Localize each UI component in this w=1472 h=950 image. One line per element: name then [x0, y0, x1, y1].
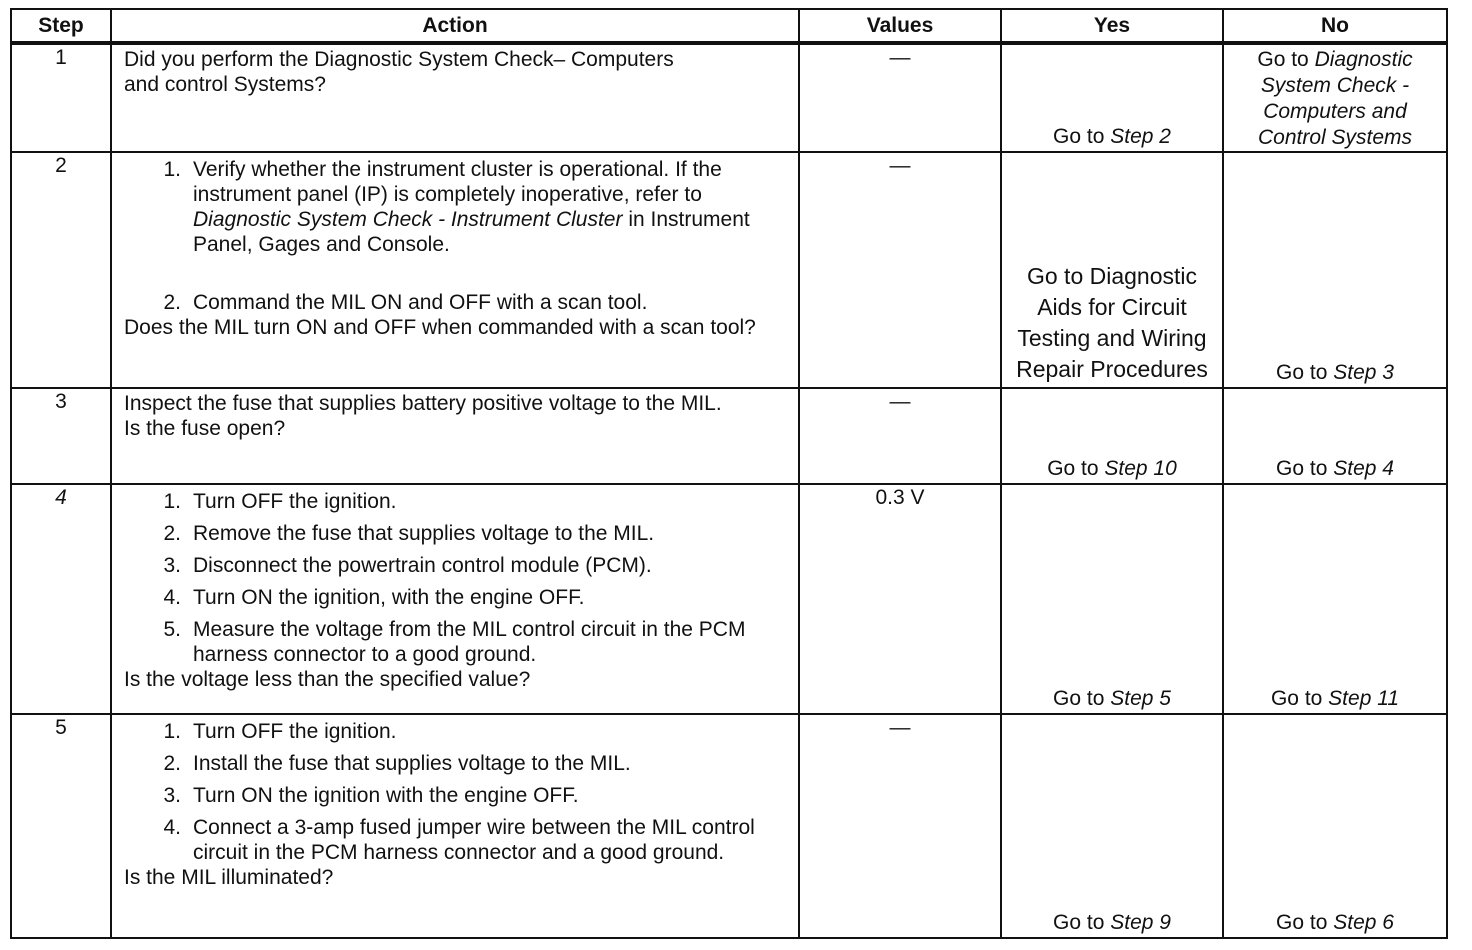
- value-text: —: [889, 154, 911, 177]
- no-cell: [1223, 388, 1447, 484]
- values-cell: [799, 388, 1001, 484]
- item-number: 1.: [163, 158, 181, 181]
- list-item: 3. Disconnect the powertrain control module (PCM).: [124, 553, 768, 578]
- yes-cell: [1001, 152, 1223, 388]
- action-text: Inspect the fuse that supplies battery positive voltage to the MIL.: [124, 392, 722, 415]
- yes-prefix: Go to: [1053, 125, 1111, 148]
- value-text: —: [889, 390, 911, 413]
- no-link[interactable]: Step 6: [1333, 911, 1394, 934]
- table-row-step-2: [11, 152, 1447, 388]
- yes-link[interactable]: Go to Diagnostic Aids for Circuit Testing and Wiring Repair Procedures: [1016, 263, 1208, 382]
- action-question: Is the voltage less than the specified value?: [124, 668, 531, 691]
- table-row-step-3: [11, 388, 1447, 484]
- no-cell: [1223, 484, 1447, 714]
- no-cell: [1223, 714, 1447, 938]
- table-row-step-4: [11, 484, 1447, 714]
- item-text: Verify whether the instrument cluster is operational. If the instrument panel (IP) is completely inoperative, refer to Diagnostic System Check - Instrument Cluster in Instrument Panel, Gages and Console.: [193, 158, 750, 256]
- action-cell: [111, 388, 799, 484]
- no-prefix: Go to: [1257, 48, 1315, 71]
- yes-link[interactable]: Step 2: [1110, 125, 1171, 148]
- header-no: No: [1223, 9, 1447, 43]
- no-prefix: Go to: [1276, 361, 1334, 384]
- table-row-step-5: [11, 714, 1447, 938]
- value-text: 0.3 V: [875, 486, 925, 509]
- list-item: 4. Turn ON the ignition, with the engine OFF.: [124, 585, 768, 610]
- no-prefix: Go to: [1270, 687, 1329, 710]
- no-link[interactable]: Step 11: [1328, 687, 1400, 710]
- item-text: Remove the fuse that supplies voltage to the MIL.: [193, 522, 655, 545]
- no-prefix: Go to: [1276, 911, 1334, 934]
- yes-cell: [1001, 714, 1223, 938]
- step-number: 5: [11, 714, 111, 938]
- step-number: 1: [11, 43, 111, 152]
- yes-prefix: Go to: [1053, 687, 1111, 710]
- list-item: 3. Turn ON the ignition with the engine OFF.: [124, 783, 778, 808]
- yes-cell: [1001, 388, 1223, 484]
- no-cell: [1223, 152, 1447, 388]
- item-number: 2.: [163, 291, 181, 314]
- yes-link[interactable]: Step 10: [1104, 457, 1177, 480]
- action-question: Is the fuse open?: [124, 417, 286, 440]
- list-item: 4. Connect a 3-amp fused jumper wire between the MIL control circuit in the PCM harness connector and a good ground.: [124, 815, 778, 865]
- no-link[interactable]: Step 3: [1333, 361, 1394, 384]
- value-text: —: [889, 46, 911, 69]
- list-item: 5. Measure the voltage from the MIL control circuit in the PCM harness connector to a good ground.: [124, 617, 768, 667]
- value-text: —: [889, 716, 911, 739]
- no-link[interactable]: Step 4: [1333, 457, 1394, 480]
- values-cell: [799, 43, 1001, 152]
- item-text: Install the fuse that supplies voltage to the MIL.: [193, 752, 631, 775]
- item-text: Connect a 3-amp fused jumper wire between the MIL control circuit in the PCM harness connector and a good ground.: [193, 816, 755, 864]
- no-prefix: Go to: [1276, 457, 1334, 480]
- list-item: [124, 290, 782, 315]
- yes-prefix: Go to: [1047, 457, 1105, 480]
- table-row-step-1: [11, 43, 1447, 152]
- header-values: Values: [799, 9, 1001, 43]
- action-text: Did you perform the Diagnostic System Check– Computers and control Systems?: [124, 48, 674, 96]
- no-link[interactable]: Diagnostic System Check - Computers and Control Systems: [1257, 48, 1413, 149]
- reference-link[interactable]: Diagnostic System Check - Instrument Cluster: [193, 208, 623, 231]
- item-text: Command the MIL ON and OFF with a scan tool.: [193, 291, 648, 314]
- step-number: 4: [11, 484, 111, 714]
- yes-cell: [1001, 43, 1223, 152]
- list-item: 2. Install the fuse that supplies voltage to the MIL.: [124, 751, 778, 776]
- list-item: 1. Turn OFF the ignition.: [124, 489, 768, 514]
- action-cell: [111, 714, 799, 938]
- step-number: 2: [11, 152, 111, 388]
- header-step: Step: [11, 9, 111, 43]
- header-row: [11, 9, 1447, 43]
- action-cell: [111, 43, 799, 152]
- yes-prefix: Go to: [1053, 911, 1111, 934]
- list-item: [124, 157, 782, 257]
- item-text: Turn OFF the ignition.: [193, 720, 397, 743]
- yes-link[interactable]: Step 9: [1110, 911, 1171, 934]
- header-action: Action: [111, 9, 799, 43]
- list-item: 1. Turn OFF the ignition.: [124, 719, 778, 744]
- header-yes: Yes: [1001, 9, 1223, 43]
- values-cell: [799, 484, 1001, 714]
- list-item: 2. Remove the fuse that supplies voltage to the MIL.: [124, 521, 768, 546]
- action-cell: [111, 484, 799, 714]
- item-text: Turn ON the ignition with the engine OFF.: [193, 784, 579, 807]
- action-question: Is the MIL illuminated?: [124, 866, 334, 889]
- diagnostic-table: [10, 8, 1448, 939]
- action-cell: [111, 152, 799, 388]
- values-cell: [799, 714, 1001, 938]
- yes-link[interactable]: Step 5: [1110, 687, 1171, 710]
- values-cell: [799, 152, 1001, 388]
- no-cell: [1223, 43, 1447, 152]
- item-text: Disconnect the powertrain control module (PCM).: [193, 554, 652, 577]
- yes-cell: [1001, 484, 1223, 714]
- step-number: 3: [11, 388, 111, 484]
- action-question: Does the MIL turn ON and OFF when commanded with a scan tool?: [124, 316, 756, 339]
- item-text: Measure the voltage from the MIL control circuit in the PCM harness connector to a good ground.: [193, 618, 746, 666]
- item-text: Turn ON the ignition, with the engine OFF.: [193, 586, 585, 609]
- item-text: Turn OFF the ignition.: [193, 490, 397, 513]
